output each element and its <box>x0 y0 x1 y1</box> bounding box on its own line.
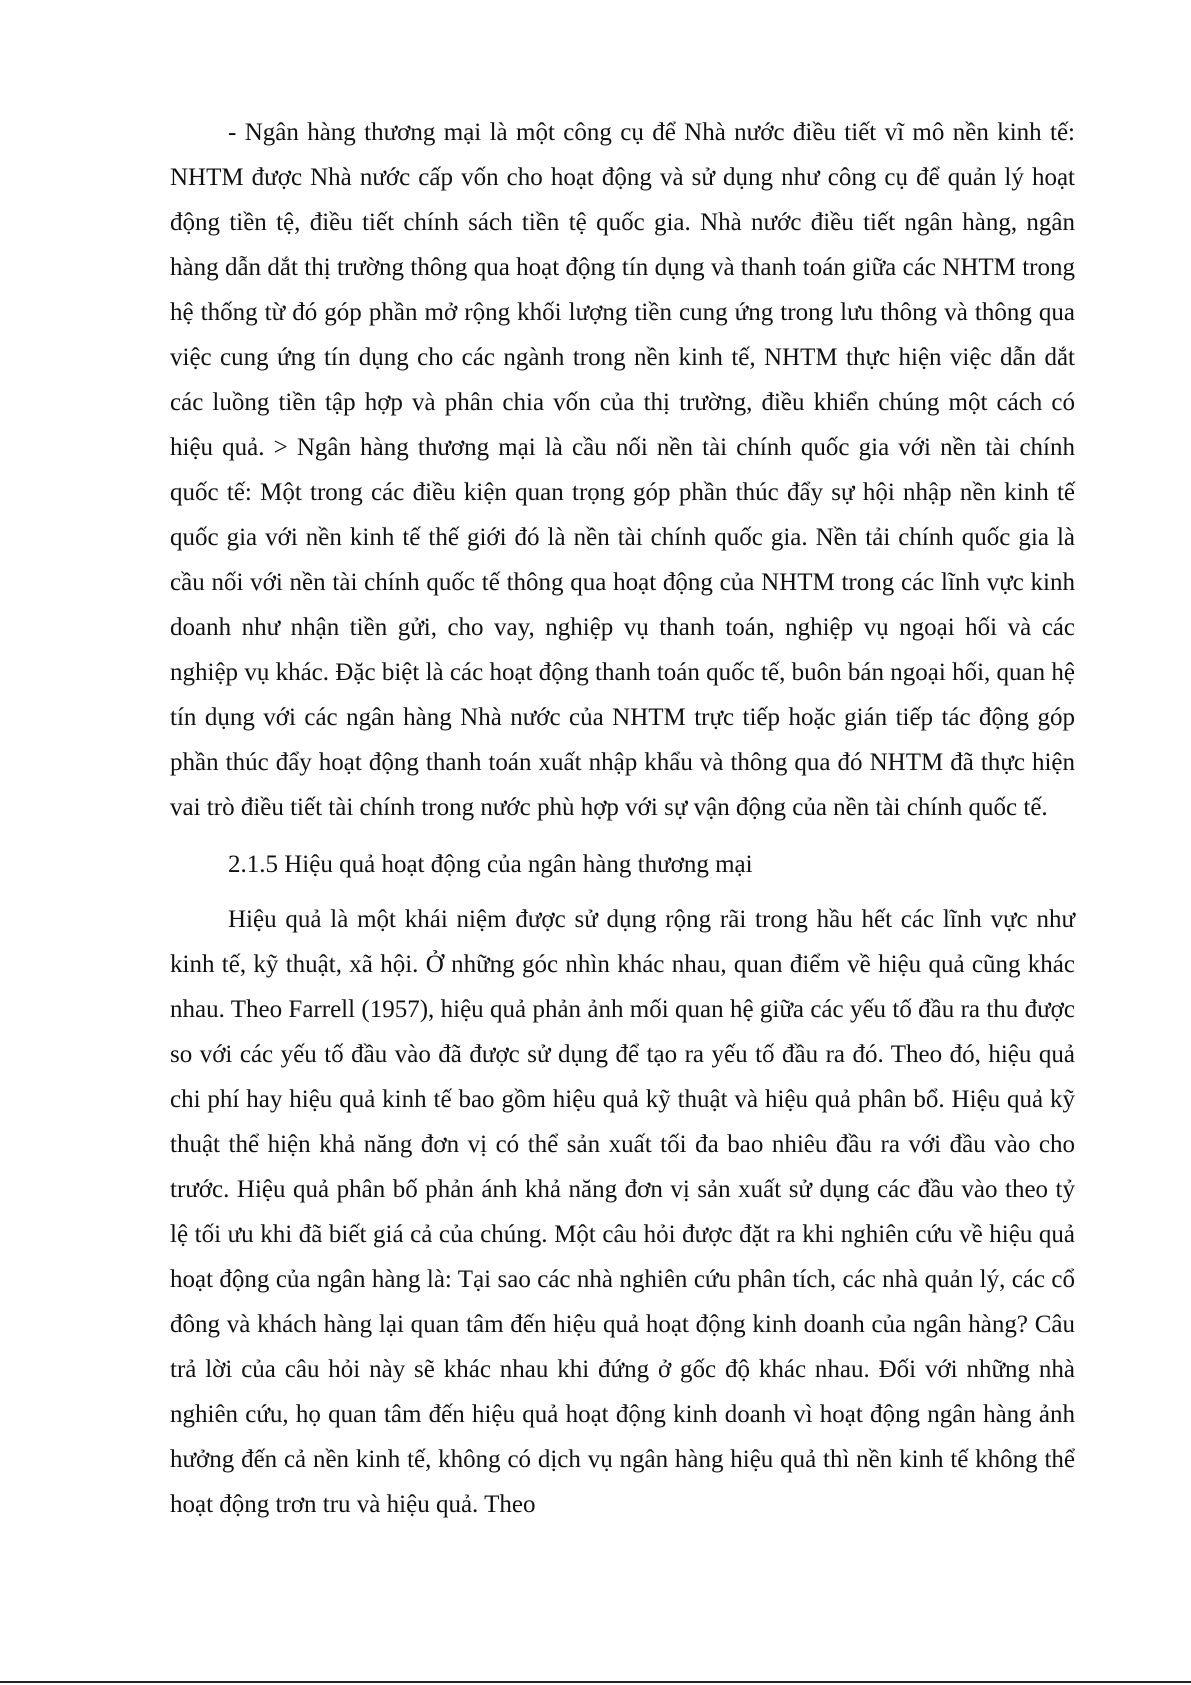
document-page <box>170 110 1075 1527</box>
body-paragraph-commercial-bank-role: - Ngân hàng thương mại là một công cụ để Nhà nước điều tiết vĩ mô nền kinh tế: NHTM được Nhà nước cấp vốn cho hoạt động và sử dụng như công cụ để quản lý hoạt động tiền tệ, điều tiết chính sách tiền tệ quốc gia. Nhà nước điều tiết ngân hàng, ngân hàng dẫn dắt thị trường thông qua hoạt động tín dụng và thanh toán giữa các NHTM trong hệ thống từ đó góp phần mở rộng khối lượng tiền cung ứng trong lưu thông và thông qua việc cung ứng tín dụng cho các ngành trong nền kinh tế, NHTM thực hiện việc dẫn dắt các luồng tiền tập hợp và phân chia vốn của thị trường, điều khiển chúng một cách có hiệu quả. > Ngân hàng thương mại là cầu nối nền tài chính quốc gia với nền tài chính quốc tế: Một trong các điều kiện quan trọng góp phần thúc đẩy sự hội nhập nền kinh tế quốc gia với nền kinh tế thế giới đó là nền tài chính quốc gia. Nền tải chính quốc gia là cầu nối với nền tài chính quốc tế thông qua hoạt động của NHTM trong các lĩnh vực kinh doanh như nhận tiền gửi, cho vay, nghiệp vụ thanh toán, nghiệp vụ ngoại hối và các nghiệp vụ khác. Đặc biệt là các hoạt động thanh toán quốc tế, buôn bán ngoại hối, quan hệ tín dụng với các ngân hàng Nhà nước của NHTM trực tiếp hoặc gián tiếp tác động góp phần thúc đẩy hoạt động thanh toán xuất nhập khẩu và thông qua đó NHTM đã thực hiện vai trò điều tiết tài chính trong nước phù hợp với sự vận động của nền tài chính quốc tế. <box>170 119 1075 821</box>
page-bottom-rule <box>0 1681 1191 1683</box>
section-heading: 2.1.5 Hiệu quả hoạt động của ngân hàng thương mại <box>228 851 753 878</box>
body-paragraph-efficiency: Hiệu quả là một khái niệm được sử dụng rộng rãi trong hầu hết các lĩnh vực như kinh tế, kỹ thuật, xã hội. Ở những góc nhìn khác nhau, quan điểm về hiệu quả cũng khác nhau. Theo Farrell (1957), hiệu quả phản ảnh mối quan hệ giữa các yếu tố đầu ra thu được so với các yếu tố đầu vào đã được sử dụng để tạo ra yếu tố đầu ra đó. Theo đó, hiệu quả chi phí hay hiệu quả kinh tế bao gồm hiệu quả kỹ thuật và hiệu quả phân bổ. Hiệu quả kỹ thuật thể hiện khả năng đơn vị có thể sản xuất tối đa bao nhiêu đầu ra với đầu vào cho trước. Hiệu quả phân bố phản ánh khả năng đơn vị sản xuất sử dụng các đầu vào theo tỷ lệ tối ưu khi đã biết giá cả của chúng. Một câu hỏi được đặt ra khi nghiên cứu về hiệu quả hoạt động của ngân hàng là: Tại sao các nhà nghiên cứu phân tích, các nhà quản lý, các cổ đông và khách hàng lại quan tâm đến hiệu quả hoạt động kinh doanh của ngân hàng? Câu trả lời của câu hỏi này sẽ khác nhau khi đứng ở gốc độ khác nhau. Đối với những nhà nghiên cứu, họ quan tâm đến hiệu quả hoạt động kinh doanh vì hoạt động ngân hàng ảnh hưởng đến cả nền kinh tế, không có dịch vụ ngân hàng hiệu quả thì nền kinh tế không thể hoạt động trơn tru và hiệu quả. Theo <box>170 906 1075 1518</box>
